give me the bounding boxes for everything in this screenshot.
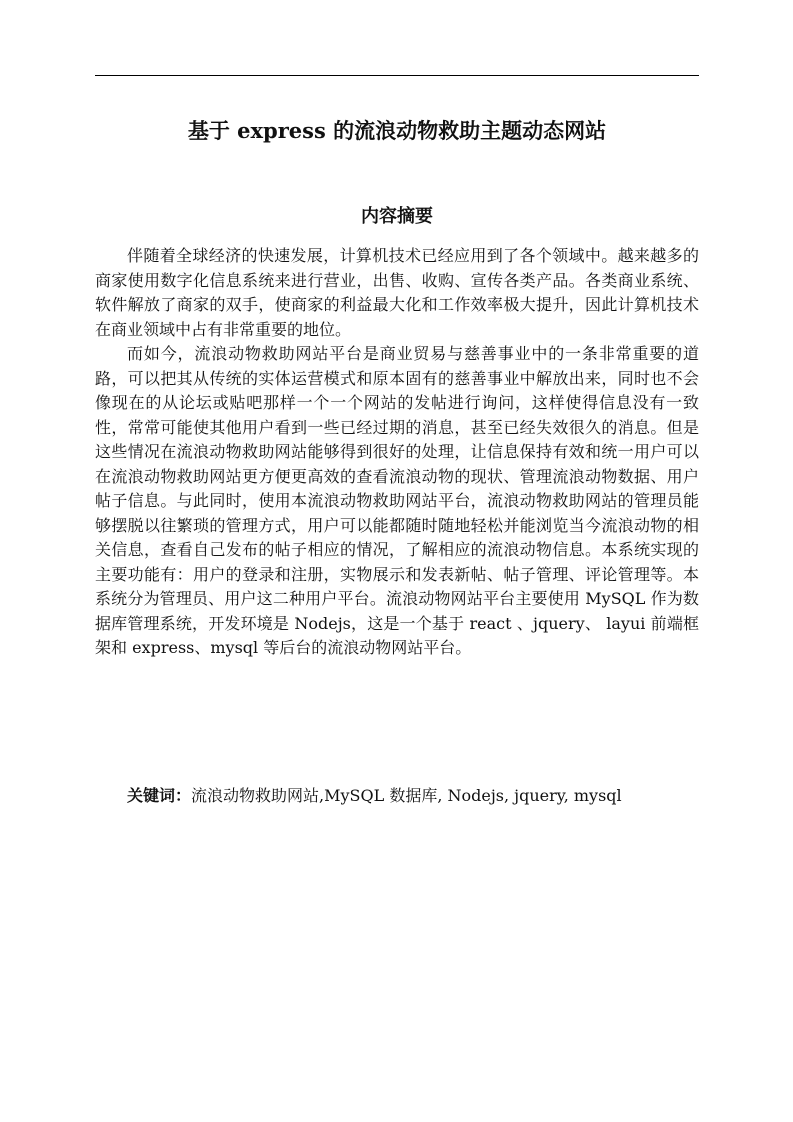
- keywords-label: 关键词：: [127, 786, 192, 805]
- keywords-text: 流浪动物救助网站,MySQL 数据库, Nodejs, jquery, mysql: [191, 786, 622, 805]
- abstract-body: [95, 244, 699, 661]
- abstract-paragraph-2: 而如今，流浪动物救助网站平台是商业贸易与慈善事业中的一条非常重要的道路，可以把其从传统的实体运营模式和原本固有的慈善事业中解放出来，同时也不会像现在的从论坛或贴吧那样一个一个网站的发帖进行询问，这样使得信息没有一致性，常常可能使其他用户看到一些已经过期的消息，甚至已经失效很久的消息。但是这些情况在流浪动物救助网站能够得到很好的处理，让信息保持有效和统一用户可以在流浪动物救助网站更方便更高效的查看流浪动物的现状、管理流浪动物数据、用户帖子信息。与此同时，使用本流浪动物救助网站平台，流浪动物救助网站的管理员能够摆脱以往繁琐的管理方式，用户可以能都随时随地轻松并能浏览当今流浪动物的相关信息，查看自己发布的帖子相应的情况，了解相应的流浪动物信息。本系统实现的主要功能有：用户的登录和注册，实物展示和发表新帖、帖子管理、评论管理等。本系统分为管理员、用户这二种用户平台。流浪动物网站平台主要使用 MySQL 作为数据库管理系统，开发环境是 Nodejs，这是一个基于 react 、jquery、 layui 前端框架和 express、mysql 等后台的流浪动物网站平台。: [95, 344, 699, 657]
- document-title: 基于 express 的流浪动物救助主题动态网站: [187, 118, 607, 143]
- abstract-heading: 内容摘要: [361, 206, 433, 227]
- abstract-paragraph-1: 伴随着全球经济的快速发展，计算机技术已经应用到了各个领域中。越来越多的商家使用数字化信息系统来进行营业，出售、收购、宣传各类产品。各类商业系统、软件解放了商家的双手，使商家的利益最大化和工作效率极大提升，因此计算机技术在商业领域中占有非常重要的地位。: [95, 246, 699, 339]
- header-rule: [95, 75, 699, 76]
- keywords-line: [95, 784, 699, 808]
